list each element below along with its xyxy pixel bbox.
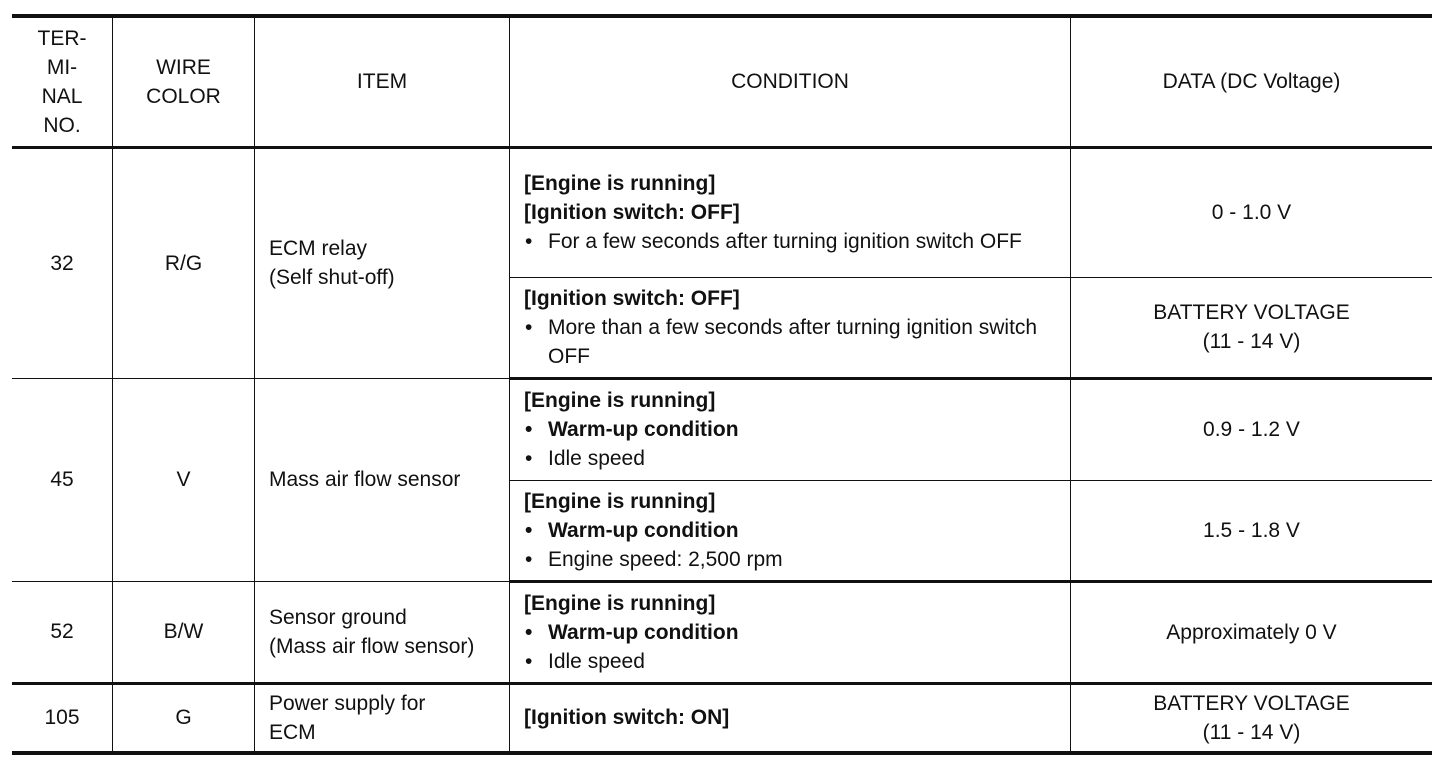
data-value: BATTERY VOLTAGE (11 - 14 V) xyxy=(1071,683,1433,753)
condition-cell: [Engine is running] • Warm-up condition • Idle speed xyxy=(510,378,1071,480)
item-name: ECM relay (Self shut-off) xyxy=(255,147,510,378)
condition-bullet: • Idle speed xyxy=(524,647,1056,676)
condition-cell: [Engine is running] • Warm-up condition • Engine speed: 2,500 rpm xyxy=(510,480,1071,581)
condition-bullet: • Warm-up condition xyxy=(524,415,1056,444)
wire-color: G xyxy=(113,683,255,753)
condition-list xyxy=(524,313,1056,371)
condition-list xyxy=(524,516,1056,574)
wire-color: B/W xyxy=(113,581,255,683)
item-name: Power supply for ECM xyxy=(255,683,510,753)
item-name: Sensor ground (Mass air flow sensor) xyxy=(255,581,510,683)
terminal-number: 105 xyxy=(12,683,113,753)
condition-bullet: • For a few seconds after turning ignition switch OFF xyxy=(524,227,1056,256)
data-value: 0.9 - 1.2 V xyxy=(1071,378,1433,480)
table-row xyxy=(12,683,1432,753)
data-value: 1.5 - 1.8 V xyxy=(1071,480,1433,581)
header-terminal-no: TER- MI- NAL NO. xyxy=(12,16,113,147)
condition-cell: [Ignition switch: ON] xyxy=(510,683,1071,753)
condition-bullet: • Warm-up condition xyxy=(524,618,1056,647)
wire-color: R/G xyxy=(113,147,255,378)
condition-cell: [Engine is running] [Ignition switch: OFF] • For a few seconds after turning ignition switch OFF xyxy=(510,147,1071,277)
terminal-number: 32 xyxy=(12,147,113,378)
data-value: 0 - 1.0 V xyxy=(1071,147,1433,277)
header-wire-color: WIRE COLOR xyxy=(113,16,255,147)
condition-list xyxy=(524,618,1056,676)
data-value: Approximately 0 V xyxy=(1071,581,1433,683)
header-item: ITEM xyxy=(255,16,510,147)
terminal-number: 45 xyxy=(12,378,113,581)
condition-bullet: • Idle speed xyxy=(524,444,1056,473)
data-value: BATTERY VOLTAGE (11 - 14 V) xyxy=(1071,277,1433,378)
condition-list xyxy=(524,415,1056,473)
table-row xyxy=(12,581,1432,683)
condition-bullet: • More than a few seconds after turning ignition switch OFF xyxy=(524,313,1056,371)
condition-cell: [Ignition switch: OFF] • More than a few seconds after turning ignition switch OFF xyxy=(510,277,1071,378)
header-row xyxy=(12,16,1432,147)
condition-list xyxy=(524,227,1056,256)
table-row xyxy=(12,147,1432,277)
header-data: DATA (DC Voltage) xyxy=(1071,16,1433,147)
wire-color: V xyxy=(113,378,255,581)
condition-bullet: • Engine speed: 2,500 rpm xyxy=(524,545,1056,574)
table-row xyxy=(12,378,1432,480)
header-condition: CONDITION xyxy=(510,16,1071,147)
condition-bullet: • Warm-up condition xyxy=(524,516,1056,545)
terminal-spec-table xyxy=(12,14,1432,755)
terminal-number: 52 xyxy=(12,581,113,683)
item-name: Mass air flow sensor xyxy=(255,378,510,581)
condition-cell: [Engine is running] • Warm-up condition • Idle speed xyxy=(510,581,1071,683)
